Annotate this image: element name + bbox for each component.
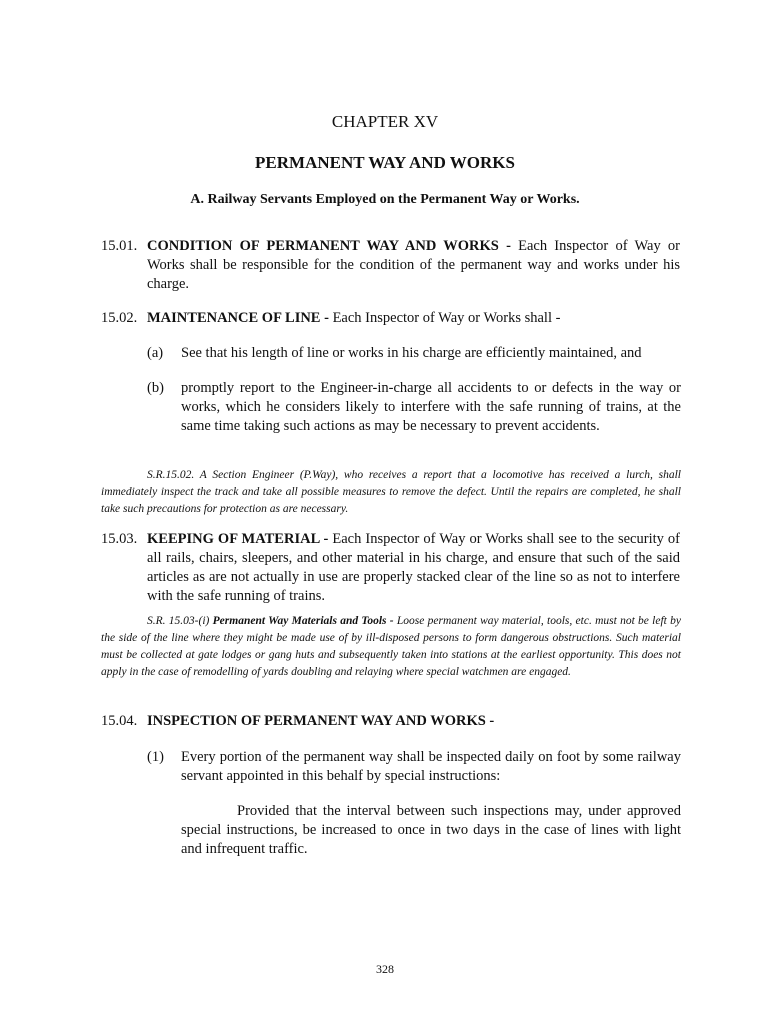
rule-number-15-04: 15.04. <box>101 713 138 729</box>
proviso-15-04 <box>181 802 681 859</box>
subsidiary-rule-15-03 <box>101 613 681 681</box>
item-label-b: (b) <box>147 380 164 396</box>
item-text-1: Every portion of the permanent way shall be inspected daily on foot by some railway servant appointed in this behalf by special instructions: <box>181 749 681 784</box>
rule-heading: KEEPING OF MATERIAL - <box>147 531 329 547</box>
rule-heading: MAINTENANCE OF LINE - <box>147 310 329 326</box>
item-text-b: promptly report to the Engineer-in-charge all accidents to or defects in the way or works, which he considers likely to interfere with the safe running of trains, at the same time taking such actions as may be necessary to prevent accidents. <box>181 380 681 434</box>
sr-text: Loose permanent way material, tools, etc. must not be left by the side of the line where they might be made use of by ill-disposed persons to form dangerous obstructions. Such material must be collected at gate lodges or gang huts and subsequently taken into stations at the earliest opportunity. This does not apply in the case of remodelling of yards doubling and relaying where special watchmen are engaged. <box>101 615 681 678</box>
rule-heading: CONDITION OF PERMANENT WAY AND WORKS - <box>147 238 511 254</box>
chapter-title: PERMANENT WAY AND WORKS <box>255 153 515 172</box>
rule-text: Each Inspector of Way or Works shall be responsible for the condition of the permanent way and works under his charge. <box>147 238 680 292</box>
chapter-heading: CHAPTER XV <box>331 112 439 131</box>
page-number: 328 <box>376 962 394 976</box>
item-label-1: (1) <box>147 749 164 765</box>
item-label-a: (a) <box>147 345 164 361</box>
section-subtitle: A. Railway Servants Employed on the Permanent Way or Works. <box>190 192 580 207</box>
rule-15-02 <box>147 309 680 328</box>
rule-text: Each Inspector of Way or Works shall see to the security of all rails, chairs, sleepers, and other material in his charge, and ensure that such of the said articles as are not actually in use are properly stacked clear of the line so as not to interfere with the safe running of trains. <box>147 531 681 604</box>
rule-15-03 <box>147 530 680 606</box>
subsidiary-rule-15-02 <box>101 467 681 518</box>
proviso-text: Provided that the interval between such inspections may, under approved special instructions, be increased to once in two days in the case of lines with light and infrequent traffic. <box>181 803 681 857</box>
rule-number-15-03: 15.03. <box>101 531 138 547</box>
sr-text: S.R.15.02. A Section Engineer (P.Way), who receives a report that a locomotive has received a lurch, shall immediately inspect the track and take all possible measures to remove the defect. Until the repairs are completed, he shall take such precautions for protection as are necessary. <box>101 469 681 515</box>
rule-15-01 <box>147 237 680 294</box>
rule-number-15-02: 15.02. <box>101 310 138 326</box>
sr-number: S.R. 15.03-(i) <box>147 615 213 627</box>
rule-heading: INSPECTION OF PERMANENT WAY AND WORKS - <box>147 713 495 729</box>
rule-text: Each Inspector of Way or Works shall - <box>328 310 561 326</box>
item-text-a: See that his length of line or works in his charge are efficiently maintained, and <box>181 345 642 361</box>
sr-heading: Permanent Way Materials and Tools - <box>212 615 394 627</box>
rule-15-04 <box>147 712 680 731</box>
rule-number-15-01: 15.01. <box>101 238 138 254</box>
